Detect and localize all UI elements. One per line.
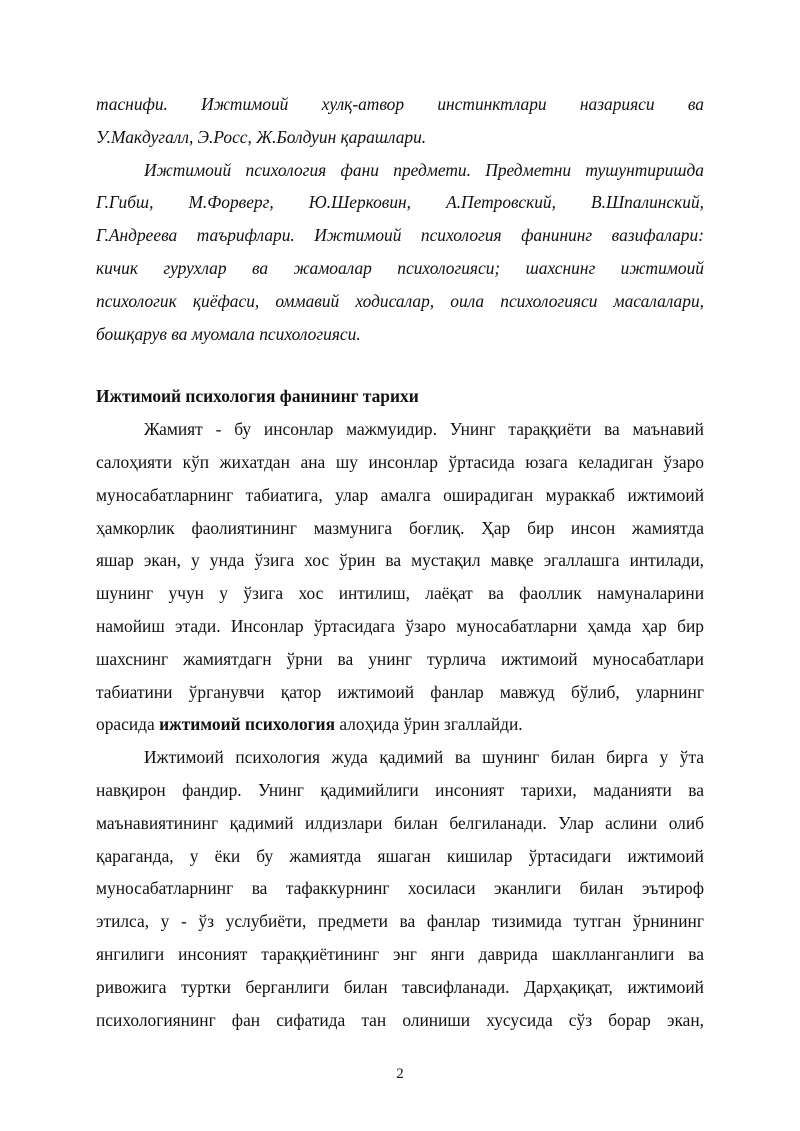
text-line: Г.Гибш, М.Форверг, Ю.Шерковин, А.Петровский, В.Шпалинский, — [96, 192, 704, 213]
text-run: орасида — [96, 714, 155, 735]
text-line: шахснинг жамиятдагн ўрни ва унинг турлича ижтимоий муносабатлари — [96, 648, 704, 669]
text-line: психологик қиёфаси, оммавий ходисалар, оила психологияси масалалари, — [96, 290, 704, 311]
text-line: Жамият - бу инсонлар мажмуидир. Унинг тараққиёти ва маънавий — [144, 419, 704, 440]
page-number: 2 — [396, 1066, 404, 1082]
intro-paragraph — [96, 88, 704, 154]
text-line: психологиянинг фан сифатида тан олиниши хусусида сўз борар экан, — [96, 1009, 704, 1030]
text-line: навқирон фандир. Унинг қадимийлиги инсоният тарихи, маданияти ва — [96, 779, 704, 800]
section-gap — [96, 350, 704, 380]
text-line: ривожига туртки берганлиги билан тавсифланади. Дарҳақиқат, ижтимоий — [96, 976, 704, 997]
text-line: муносабатларнинг ва тафаккурнинг хосиласи эканлиги билан эътироф — [96, 878, 704, 899]
text-line: яшар экан, у унда ўзига хос ўрин ва мустақил мавқе эгаллашга интилади, — [96, 550, 704, 571]
section-heading: Ижтимоий психология фанининг тарихи — [96, 386, 419, 407]
text-line: У.Макдугалл, Э.Росс, Ж.Болдуин қарашлари. — [96, 126, 427, 147]
text-line: Ижтимоий психология жуда қадимий ва шунинг билан бирга у ўта — [144, 747, 704, 768]
bold-term: ижтимоий психология — [159, 714, 335, 735]
text-line: ҳамкорлик фаолиятининг мазмунига боғлиқ. Ҳар бир инсон жамиятда — [96, 517, 704, 538]
text-line: Ижтимоий психология фани предмети. Предметни тушунтиришда — [144, 159, 704, 180]
text-line: қараганда, у ёки бу жамиятда яшаган кишилар ўртасидаги ижтимоий — [96, 845, 704, 866]
text-line — [96, 708, 704, 741]
text-line: шунинг учун у ўзига хос интилиш, лаёқат ва фаоллик намуналарини — [96, 583, 704, 604]
text-line: табиатини ўрганувчи қатор ижтимоий фанлар мавжуд бўлиб, уларнинг — [96, 681, 704, 702]
body-paragraph-1 — [96, 413, 704, 741]
text-line: намойиш этади. Инсонлар ўртасидага ўзаро муносабатларни ҳамда ҳар бир — [96, 615, 704, 636]
text-line: таснифи. Ижтимоий хулқ-атвор инстинктлари назарияси ва — [96, 94, 704, 114]
text-line: Г.Андреева таърифлари. Ижтимоий психология фанининг вазифалари: — [96, 225, 704, 246]
text-line: салоҳияти кўп жихатдан ана шу инсонлар ўртасида юзага келадиган ўзаро — [96, 451, 704, 472]
text-line: маънавиятининг қадимий илдизлари билан белгиланади. Улар аслини олиб — [96, 812, 704, 833]
text-run: алоҳида ўрин згаллайди. — [339, 714, 523, 735]
text-line: бошқарув ва муомала психологияси. — [96, 323, 361, 344]
subject-paragraph — [96, 154, 704, 351]
text-line: муносабатларнинг табиатига, улар амалга оширадиган мураккаб ижтимоий — [96, 484, 704, 505]
text-line: этилса, у - ўз услубиёти, предмети ва фанлар тизимида тутган ўрнининг — [96, 911, 704, 932]
text-line: кичик гурухлар ва жамоалар психологияси; шахснинг ижтимоий — [96, 257, 704, 278]
document-page — [96, 88, 704, 1036]
body-paragraph-2 — [96, 741, 704, 1036]
text-line: янгилиги инсоният тараққиётининг энг янги даврида шаклланганлиги ва — [96, 943, 704, 964]
